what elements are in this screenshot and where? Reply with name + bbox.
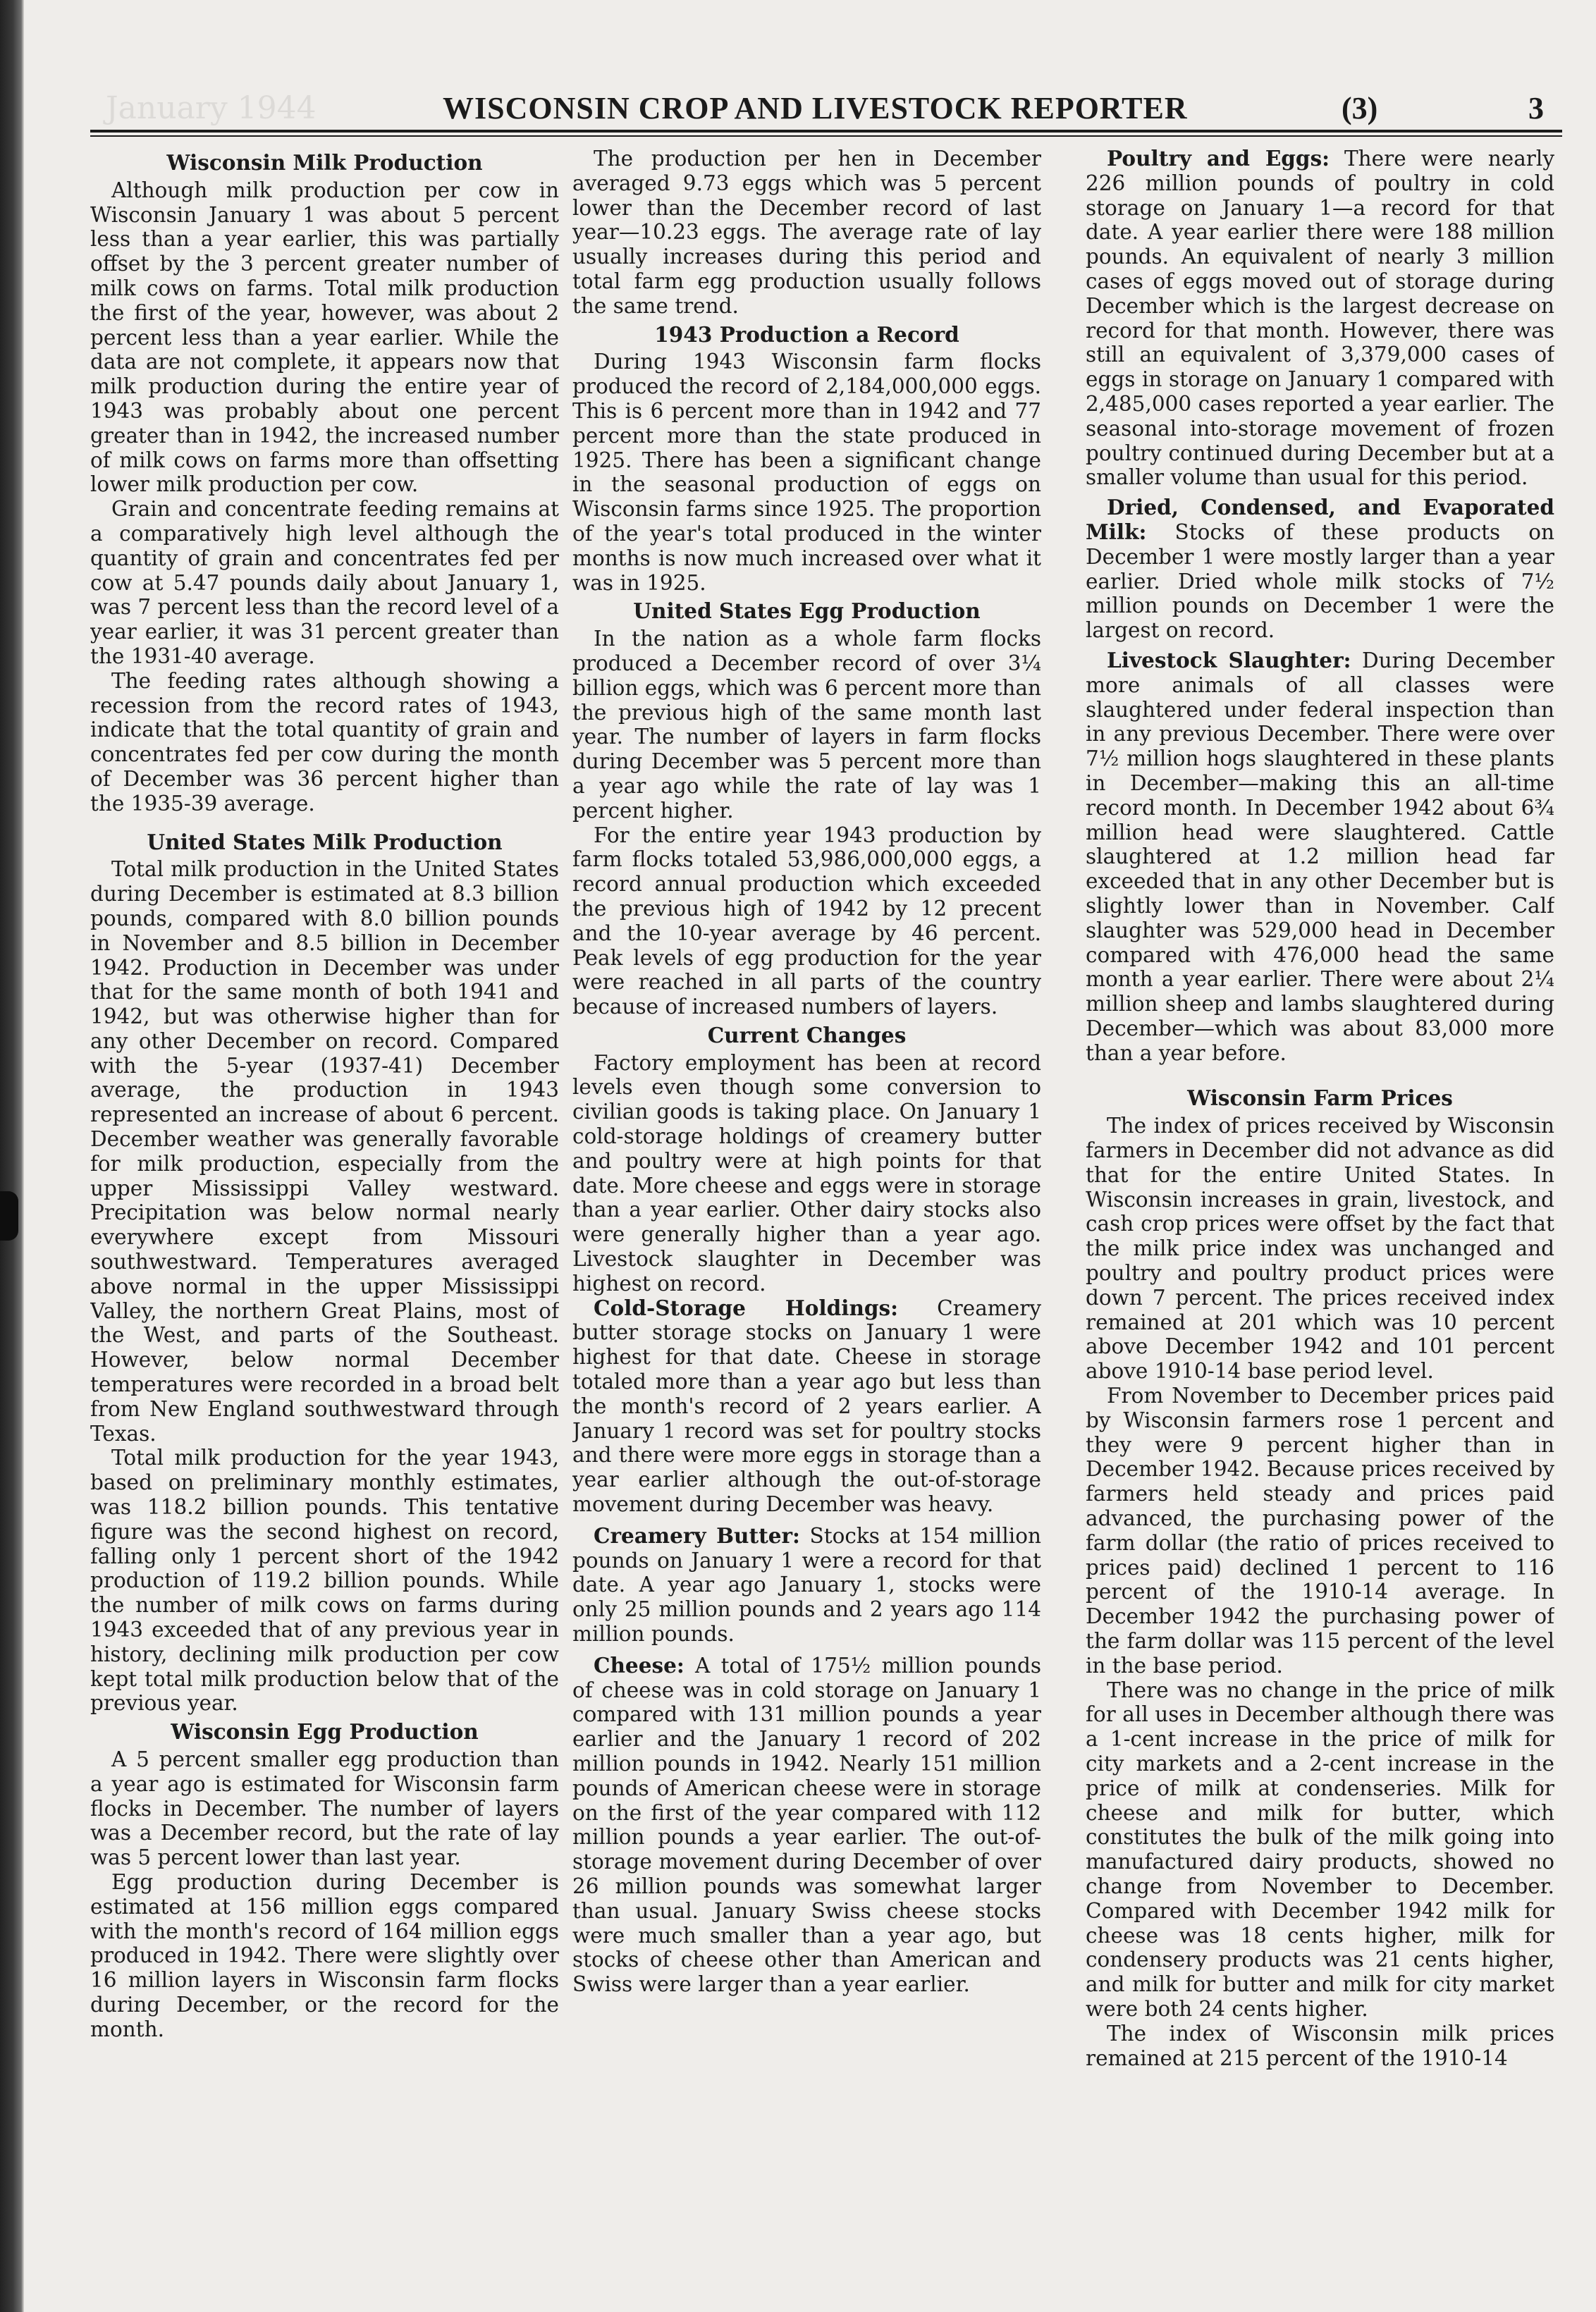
paragraph: From November to December prices paid by Wisconsin farmers rose 1 percent and they were 9 percent higher than in December 1942. Because prices received by farmers held steady and prices paid advanced, the purchasing power of the farm dollar (the ratio of prices received to prices paid) declined 1 percent to 116 percent of the 1910-14 average. In December 1942 the purchasing power of the farm dollar was 115 percent of the level in the base period.	[1086, 1384, 1554, 1678]
paragraph: Factory employment has been at record levels even though some conversion to civilian goods is taking place. On January 1 cold-storage holdings of creamery butter and poultry were at high points for that date. More cheese and eggs were in storage than a year earlier. Other dairy stocks also were generally higher than a year ago. Livestock slaughter in December was highest on record.	[572, 1050, 1041, 1296]
spacer	[1086, 1065, 1554, 1082]
paragraph: In the nation as a whole farm flocks produced a December record of over 3¼ billion eggs, which was 6 percent more than the previous high of the same month last year. The number of layers in farm flocks during December was 5 percent more than a year ago while the rate of lay was 1 percent higher.	[572, 627, 1041, 823]
paragraph: The index of prices received by Wisconsin farmers in December did not advance as did that for the entire United States. In Wisconsin increases in grain, livestock, and cash crop prices were offset by the fact that the milk price index was unchanged and poultry and poultry product prices were down 7 percent. The prices received index remained at 201 which was 10 percent above December 1942 and 101 percent above 1910-14 base period level.	[1086, 1114, 1554, 1384]
run-in-heading: Dried, Condensed, and Evaporated Milk:	[1086, 495, 1554, 544]
paragraph-text: During December more animals of all classes were slaughtered under federal inspection than in any previous December. There were over 7½ million hogs slaughtered in these plants in December—making this an all-time record month. In December 1942 about 6¾ million head were slaughtered. Cattle slaughtered at 1.2 million head far exceeded that in any other December but is slightly lower than in November. Calf slaughter was 529,000 head in December compared with 476,000 head the same month a year earlier. There were about 2¼ million sheep and lambs slaughtered during December—which was about 83,000 more than a year before.	[1086, 648, 1554, 1065]
page-binding-edge	[0, 0, 24, 2312]
paragraph: Although milk production per cow in Wisconsin January 1 was about 5 percent less than a year earlier, this was partially offset by the 3 percent greater number of milk cows on farms. Total milk production the first of the year, however, was about 2 percent less than a year earlier. While the data are not complete, it appears now that milk production during the entire year of 1943 was probably about one percent greater than in 1942, the increased number of milk cows on farms more than offsetting lower milk production per cow.	[90, 178, 559, 497]
section-title-current-changes: Current Changes	[707, 1022, 907, 1047]
section-title-wisconsin-egg: Wisconsin Egg Production	[171, 1719, 479, 1745]
paragraph: A 5 percent smaller egg production than a year ago is estimated for Wisconsin farm flocks in December. The number of layers was a December record, but the rate of lay was 5 percent lower than last year.	[90, 1747, 559, 1870]
section-title-farm-prices: Wisconsin Farm Prices	[1187, 1086, 1453, 1111]
paragraph-text: Stocks at 154 million pounds on January 1 were a record for that date. A year ago January 1, stocks were only 25 million pounds and 2 years ago 114 million pounds.	[572, 1523, 1041, 1647]
paragraph-dried-milk	[1086, 496, 1554, 643]
paragraph: There was no change in the price of milk for all uses in December although there was a 1-cent increase in the price of milk for city markets and a 2-cent increase in the price of milk at condenseries. Milk for cheese and milk for butter, which constitutes the bulk of the milk going into manufactured dairy products, showed no change from November to December. Compared with December 1942 milk for cheese was 18 cents higher, milk for condensery products was 21 cents higher, and milk for butter and milk for city market were both 24 cents higher.	[1086, 1678, 1554, 2021]
paragraph-text: Stocks of these products on December 1 were mostly larger than a year earlier. Dried whole milk stocks of 7½ million pounds on December 1 were the largest on record.	[1086, 519, 1554, 643]
paragraph: Grain and concentrate feeding remains at a comparatively high level although the quantity of grain and concentrates fed per cow at 5.47 pounds daily about January 1, was 7 percent less than the record level of a year earlier, it was 31 percent greater than the 1931-40 average.	[90, 497, 559, 668]
paragraph: Total milk production in the United States during December is estimated at 8.3 billion pounds, compared with 8.0 billion pounds in November and 8.5 billion in December 1942. Production in December was under that for the same month of both 1941 and 1942, but was otherwise higher than for any other December on record. Compared with the 5-year (1937-41) December average, the production in 1943 represented an increase of about 6 percent. December weather was generally favorable for milk production, especially from the upper Mississippi Valley westward. Precipitation was below normal nearly everywhere except from Missouri southwestward. Temperatures averaged above normal in the upper Mississippi Valley, the northern Great Plains, most of the West, and parts of the Southeast. However, below normal December temperatures were recorded in a broad belt from New England southwestward through Texas.	[90, 857, 559, 1446]
column-middle	[572, 147, 1041, 2296]
page-header	[90, 86, 1557, 130]
paragraph-cold-storage	[572, 1296, 1041, 1517]
paragraph: Total milk production for the year 1943, based on preliminary monthly estimates, was 118.2 billion pounds. This tentative figure was the second highest on record, falling only 1 percent short of the 1942 production of 119.2 billion pounds. While the number of milk cows on farms during 1943 exceeded that of any previous year in history, declining milk production per cow kept total milk production below that of the previous year.	[90, 1446, 559, 1716]
page-number: 3	[1528, 91, 1544, 125]
paragraph: During 1943 Wisconsin farm flocks produced the record of 2,184,000,000 eggs. This is 6 percent more than in 1942 and 77 percent more than the state produced in 1925. There has been a significant change in the seasonal production of eggs on Wisconsin farms since 1925. The proportion of the year's total produced in the winter months is now much increased over what it was in 1925.	[572, 350, 1041, 595]
paragraph-poultry-eggs	[1086, 147, 1554, 490]
run-in-heading: Cheese:	[594, 1652, 685, 1678]
header-rule	[90, 130, 1562, 133]
paragraph: Egg production during December is estimated at 156 million eggs compared with the month's record of 164 million eggs produced in 1942. There were slightly over 16 million layers in Wisconsin farm flocks during December, or the record for the month.	[90, 1869, 559, 2041]
run-in-heading: Poultry and Eggs:	[1107, 147, 1330, 171]
paragraph-cheese	[572, 1654, 1041, 1997]
section-title-wisconsin-milk: Wisconsin Milk Production	[166, 150, 483, 175]
paragraph: The production per hen in December averaged 9.73 eggs which was 5 percent lower than the December record of last year—10.23 eggs. The average rate of lay usually increases during this period and total farm egg production usually follows the same trend.	[572, 147, 1041, 318]
section-title-1943-record: 1943 Production a Record	[654, 321, 959, 347]
section-title-us-egg: United States Egg Production	[633, 598, 981, 624]
paragraph-text: There were nearly 226 million pounds of poultry in cold storage on January 1—a record for that date. A year earlier there were 188 million pounds. An equivalent of nearly 3 million cases of eggs moved out of storage during December which is the largest decrease on record for that month. However, there was still an equivalent of 3,379,000 cases of eggs in storage on January 1 compared with 2,485,000 cases reported a year earlier. The seasonal into-storage movement of frozen poultry continued during December but at a smaller volume than usual for this period.	[1086, 147, 1554, 490]
column-right	[1086, 147, 1554, 2296]
paragraph: The index of Wisconsin milk prices remained at 215 percent of the 1910-14	[1086, 2021, 1554, 2070]
paragraph-text: A total of 175½ million pounds of cheese was in cold storage on January 1 compared with 131 million pounds a year earlier and the January 1 record of 202 million pounds in 1942. Nearly 151 million pounds of American cheese were in storage on the first of the year compared with 112 million pounds a year earlier. The out-of-storage movement during December of over 26 million pounds was somewhat larger than usual. January Swiss cheese stocks were much smaller than a year ago, but stocks of cheese other than American and Swiss were larger than a year earlier.	[572, 1653, 1041, 1997]
faint-stamp: January 1944	[106, 90, 317, 126]
header-rule-thin	[90, 135, 1562, 137]
binding-clip	[0, 1191, 18, 1241]
issue-number: (3)	[1342, 91, 1378, 125]
paragraph-creamery-butter	[572, 1524, 1041, 1647]
publication-title: WISCONSIN CROP AND LIVESTOCK REPORTER	[443, 91, 1188, 125]
column-left	[90, 147, 559, 2296]
run-in-heading: Creamery Butter:	[594, 1523, 800, 1548]
section-title-us-milk: United States Milk Production	[147, 829, 503, 854]
paragraph: For the entire year 1943 production by farm flocks totaled 53,986,000,000 eggs, a record annual production which exceeded the previous high of 1942 by 12 precent and the 10-year average by 46 percent. Peak levels of egg production for the year were reached in all parts of the country because of increased numbers of layers.	[572, 823, 1041, 1019]
paragraph-text: Creamery butter storage stocks on January 1 were highest for that date. Cheese in storage totaled more than a year ago but less than the month's record of 2 years earlier. A January 1 record was set for poultry stocks and there were more eggs in storage than a year earlier although the out-of-storage movement during December was heavy.	[572, 1296, 1041, 1517]
run-in-heading: Cold-Storage Holdings:	[594, 1295, 899, 1320]
paragraph: The feeding rates although showing a recession from the record rates of 1943, indicate that the total quantity of grain and concentrates fed per cow during the month of December was 36 percent higher than the 1935-39 average.	[90, 668, 559, 816]
paragraph-livestock-slaughter	[1086, 648, 1554, 1066]
run-in-heading: Livestock Slaughter:	[1107, 647, 1351, 672]
